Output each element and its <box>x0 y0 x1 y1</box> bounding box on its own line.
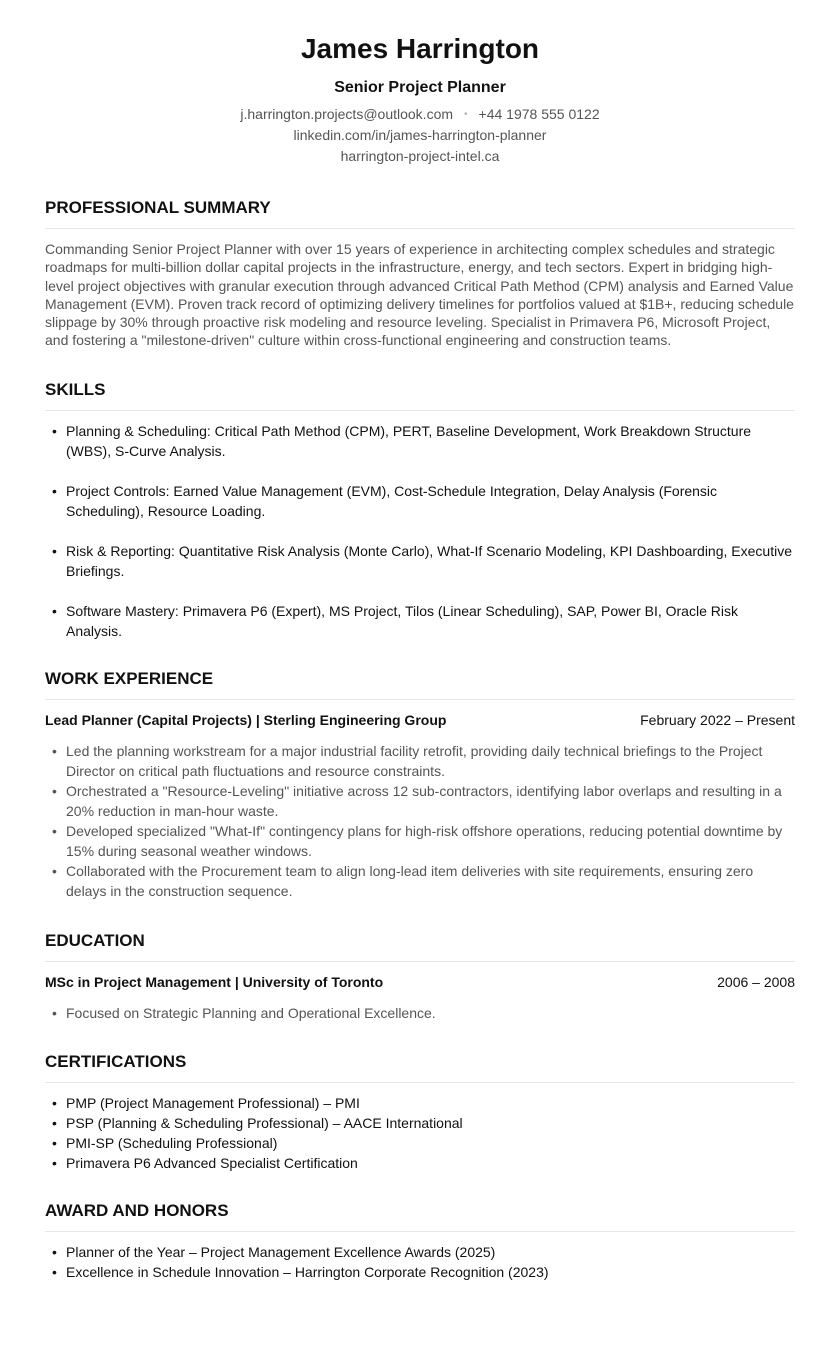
phone-number[interactable]: +44 1978 555 0122 <box>478 106 600 122</box>
summary-section <box>45 196 795 350</box>
summary-text: Commanding Senior Project Planner with over 15 years of experience in architecting complex schedules and strategic roadmaps for multi-billion dollar capital projects in the infrastructure, energy, and tech sectors. Expert in bridging high-level project objectives with granular execution through advanced Critical Path Method (CPM) analysis and Earned Value Management (EVM). Proven track record of optimizing delivery timelines for portfolios valued at $1B+, reducing schedule slippage by 30% through proactive risk modeling and resource leveling. Specialist in Primavera P6, Microsoft Project, and fostering a "milestone-driven" culture within cross-functional engineering and construction teams. <box>45 241 794 349</box>
resume-header <box>45 0 795 167</box>
bullet-glyph: • <box>52 1243 57 1260</box>
education-section <box>45 929 795 1023</box>
skills-section <box>45 378 795 641</box>
linkedin-link[interactable]: linkedin.com/in/james-harrington-planner <box>293 127 547 143</box>
list-item: • Collaborated with the Procurement team to align long-lead item deliveries with site requirements, ensuring zero delays in the construction sequence. <box>52 862 754 899</box>
bullet-glyph: • <box>52 542 57 559</box>
bullet-glyph: • <box>52 742 57 759</box>
awards-section <box>45 1199 795 1282</box>
education-header-row <box>45 972 795 992</box>
contact-info <box>45 104 795 167</box>
list-item: • Project Controls: Earned Value Management (EVM), Cost-Schedule Integration, Delay Analysis (Forensic Scheduling), Resource Loading. <box>52 482 718 519</box>
job-role: Lead Planner (Capital Projects) | Sterling Engineering Group <box>45 711 447 728</box>
bullet-glyph: • <box>52 862 57 879</box>
awards-list <box>45 1242 795 1282</box>
list-item: • Planning & Scheduling: Critical Path Method (CPM), PERT, Baseline Development, Work Breakdown Structure (WBS), S-Curve Analysis. <box>52 422 752 459</box>
list-item: • Planner of the Year – Project Management Excellence Awards (2025) <box>52 1243 496 1260</box>
list-item: • Risk & Reporting: Quantitative Risk Analysis (Monte Carlo), What-If Scenario Modeling, KPI Dashboarding, Executive Briefings. <box>52 542 792 579</box>
list-item: • Focused on Strategic Planning and Operational Excellence. <box>52 1004 436 1021</box>
list-item: • Excellence in Schedule Innovation – Harrington Corporate Recognition (2023) <box>52 1263 549 1280</box>
job-dates: February 2022 – Present <box>640 711 795 728</box>
bullet-glyph: • <box>52 1263 57 1280</box>
job-header-row <box>45 710 795 730</box>
job-bullets <box>45 741 795 901</box>
certifications-list <box>45 1093 795 1173</box>
bullet-glyph: • <box>52 1154 57 1171</box>
bullet-glyph: • <box>52 782 57 799</box>
bullet-glyph: • <box>52 1134 57 1151</box>
education-dates: 2006 – 2008 <box>717 973 795 990</box>
list-item: • Primavera P6 Advanced Specialist Certification <box>52 1154 358 1171</box>
section-heading-certifications: CERTIFICATIONS <box>45 1050 795 1083</box>
bullet-glyph: • <box>52 1004 57 1021</box>
email-link[interactable]: j.harrington.projects@outlook.com <box>240 106 454 122</box>
section-heading-education: EDUCATION <box>45 929 795 962</box>
job-title: Senior Project Planner <box>334 79 506 96</box>
skills-list <box>45 421 795 641</box>
section-heading-awards: AWARD AND HONORS <box>45 1199 795 1232</box>
bullet-glyph: • <box>52 822 57 839</box>
list-item: • PSP (Planning & Scheduling Professional) – AACE International <box>52 1114 463 1131</box>
list-item: • PMI-SP (Scheduling Professional) <box>52 1134 278 1151</box>
list-item: • PMP (Project Management Professional) – PMI <box>52 1094 360 1111</box>
bullet-glyph: • <box>52 422 57 439</box>
section-heading-experience: WORK EXPERIENCE <box>45 667 795 700</box>
bullet-glyph: • <box>52 1094 57 1111</box>
candidate-name: James Harrington <box>300 33 540 64</box>
section-heading-summary: PROFESSIONAL SUMMARY <box>45 196 795 229</box>
bullet-glyph: • <box>52 1114 57 1131</box>
bullet-glyph: • <box>52 602 57 619</box>
experience-section <box>45 667 795 901</box>
contact-line-1 <box>45 104 795 125</box>
section-heading-skills: SKILLS <box>45 378 795 411</box>
list-item: • Led the planning workstream for a major industrial facility retrofit, providing daily technical briefings to the Project Director on critical path fluctuations and resource constraints. <box>52 742 763 779</box>
website-link[interactable]: harrington-project-intel.ca <box>340 148 500 164</box>
separator-dot: • <box>464 109 468 120</box>
bullet-glyph: • <box>52 482 57 499</box>
education-bullets <box>45 1003 795 1023</box>
list-item: • Software Mastery: Primavera P6 (Expert), MS Project, Tilos (Linear Scheduling), SAP, Power BI, Oracle Risk Analysis. <box>52 602 738 639</box>
list-item: • Orchestrated a "Resource-Leveling" initiative across 12 sub-contractors, identifying labor overlaps and resulting in a 20% reduction in man-hour waste. <box>52 782 782 819</box>
list-item: • Developed specialized "What-If" contingency plans for high-risk offshore operations, reducing potential downtime by 15% during seasonal weather windows. <box>52 822 783 859</box>
certifications-section <box>45 1050 795 1173</box>
degree-name: MSc in Project Management | University of Toronto <box>45 973 384 990</box>
